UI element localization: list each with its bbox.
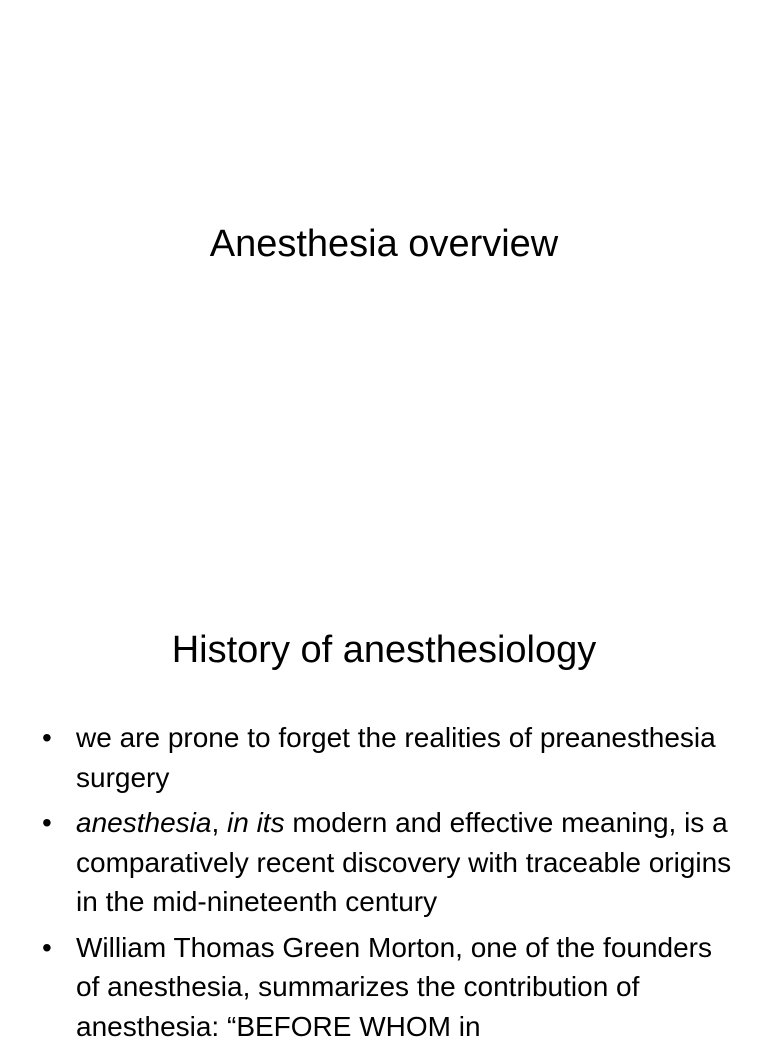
bullet-dot-icon: • (42, 722, 52, 753)
bullet-dot-icon: • (42, 807, 52, 838)
bullet-item (38, 718, 738, 797)
bullet-text-italic: anesthesia (76, 807, 212, 838)
bullet-text: modern and effective meaning, is a comparatively recent discovery with traceable origins in the mid-nineteenth century (76, 807, 732, 917)
bullet-list (38, 718, 738, 1052)
bullet-dot-icon: • (42, 931, 52, 963)
bullet-item (38, 928, 738, 1047)
slide-title: History of anesthesiology (171, 629, 597, 671)
slide-2 (0, 576, 768, 1042)
bullet-text: we are prone to forget the realities of preanesthesia surgery (76, 722, 716, 793)
bullet-text-separator: , (211, 807, 227, 838)
bullet-item (38, 803, 738, 922)
bullet-text: William Thomas Green Morton, one of the founders of anesthesia, summarizes the contribution of anesthesia: “BEFORE WHOM in (76, 931, 713, 1042)
bullet-text-italic: in its (227, 807, 285, 838)
slide-title: Anesthesia overview (209, 223, 559, 265)
